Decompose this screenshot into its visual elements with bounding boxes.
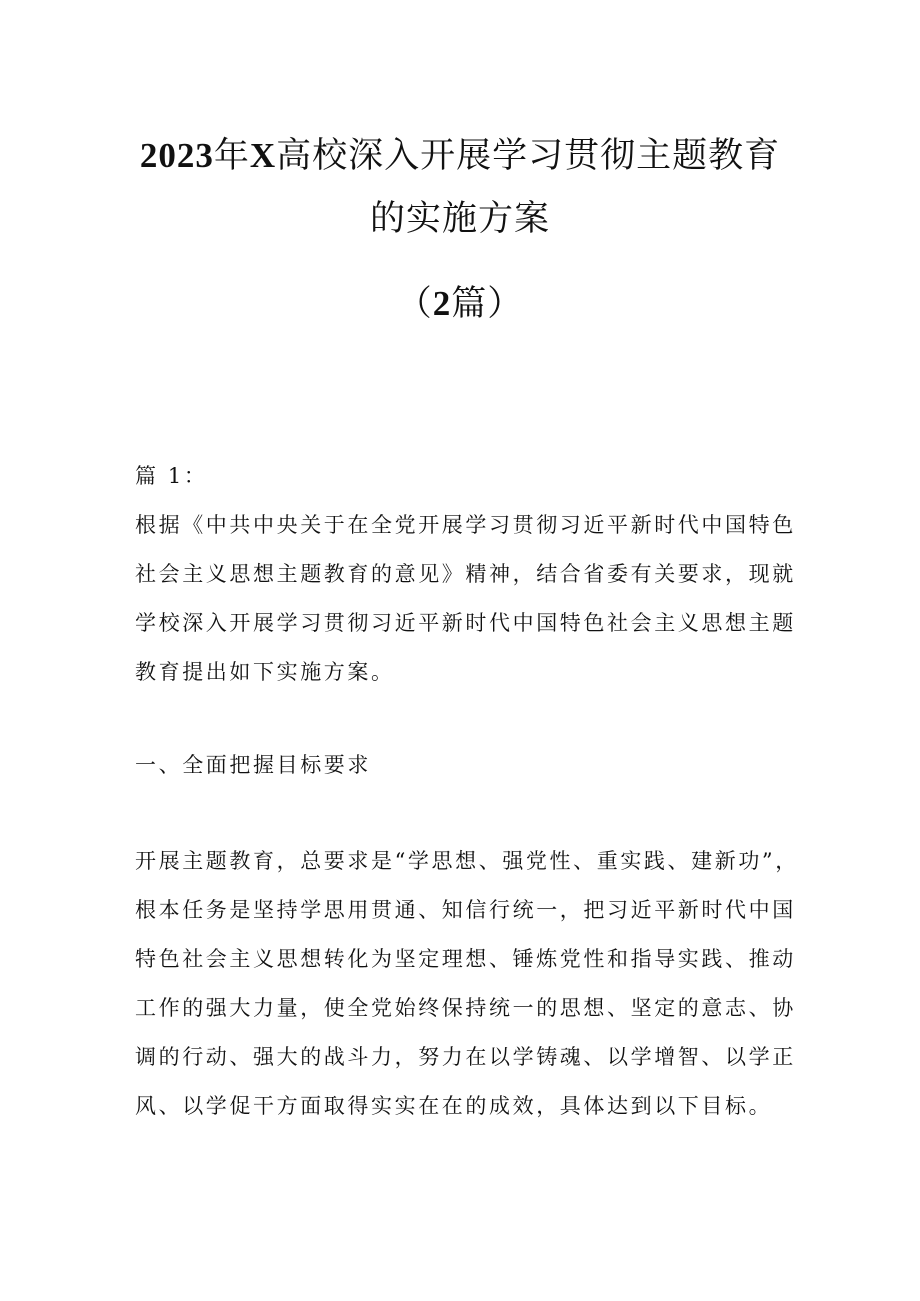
paragraph-line: 特色社会主义思想转化为坚定理想、锤炼党性和指导实践、推动 bbox=[135, 947, 796, 971]
paragraph-line: 学校深入开展学习贯彻习近平新时代中国特色社会主义思想主题 bbox=[135, 611, 796, 635]
section-heading bbox=[135, 741, 795, 790]
title-year-suffix: 年 bbox=[213, 136, 250, 176]
document-title-line-1 bbox=[0, 134, 920, 178]
title-x: X bbox=[249, 136, 277, 175]
paragraph-line: 开展主题教育，总要求是“学思想、强党性、重实践、建新功”， bbox=[135, 849, 799, 873]
paragraph-line: 社会主义思想主题教育的意见》精神，结合省委有关要求，现就 bbox=[135, 562, 796, 586]
intro-paragraph bbox=[135, 501, 795, 697]
paragraph-line: 工作的强大力量，使全党始终保持统一的思想、坚定的意志、协 bbox=[135, 996, 796, 1020]
paragraph-line: 根本任务是坚持学思用贯通、知信行统一，把习近平新时代中国 bbox=[135, 898, 796, 922]
title-year: 2023 bbox=[139, 136, 214, 175]
paragraph-line: 教育提出如下实施方案。 bbox=[135, 660, 395, 684]
paragraph-line: 风、以学促干方面取得实实在在的成效，具体达到以下目标。 bbox=[135, 1094, 773, 1118]
part-label bbox=[135, 452, 795, 501]
part-label-text: 篇 1： bbox=[135, 464, 208, 488]
document-title-line-2: 的实施方案 bbox=[369, 199, 550, 239]
paragraph-line: 根据《中共中央关于在全党开展学习贯彻习近平新时代中国特色 bbox=[135, 513, 796, 537]
count-close: 篇） bbox=[451, 284, 524, 324]
section-heading-text: 一、全面把握目标要求 bbox=[135, 753, 371, 777]
section-paragraph bbox=[135, 837, 799, 1131]
count-number: 2 bbox=[432, 284, 452, 323]
title-rest: 高校深入开展学习贯彻主题教育 bbox=[276, 136, 781, 176]
document-count bbox=[0, 282, 920, 326]
paragraph-line: 调的行动、强大的战斗力，努力在以学铸魂、以学增智、以学正 bbox=[135, 1045, 796, 1069]
count-open-paren: （ bbox=[396, 284, 433, 324]
